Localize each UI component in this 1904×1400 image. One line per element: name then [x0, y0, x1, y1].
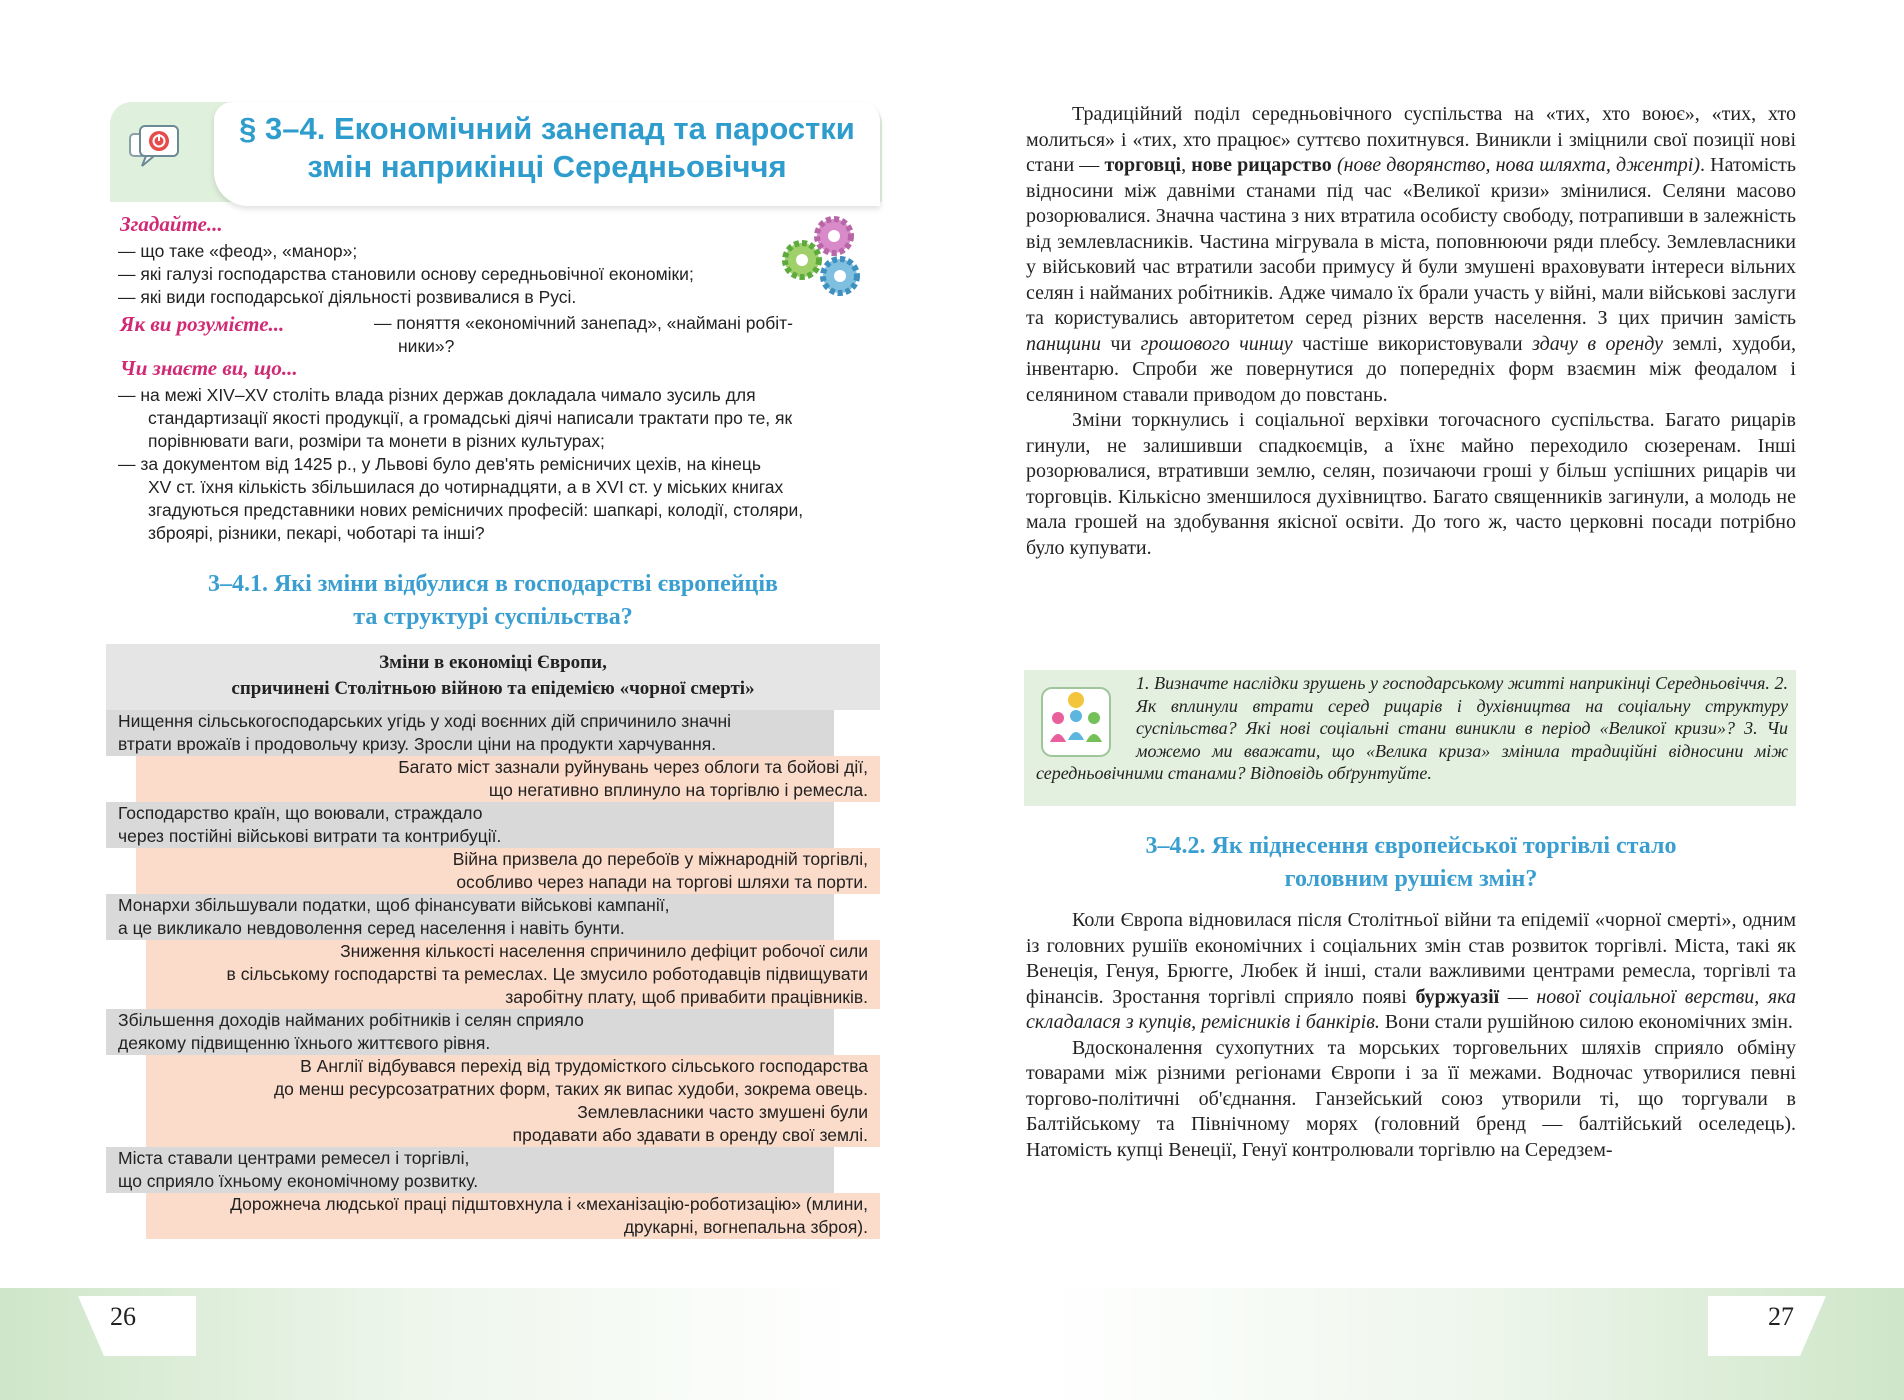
table-row-line: особливо через напади на торгові шляхи та порти.	[456, 872, 868, 892]
task-icon-spacer	[1036, 672, 1136, 742]
know-line: — за документом від 1425 р., у Львові було дев'ять ремісничих цехів, на кінець	[118, 454, 761, 474]
footer-band	[0, 1288, 1904, 1400]
table-row-line: а це викликало невдоволення серед населення і навіть бунти.	[118, 918, 625, 938]
table-row-line: заробітну плату, щоб привабити працівників.	[505, 987, 868, 1007]
text-run: ,	[1181, 154, 1192, 176]
know-heading: Чи знаєте ви, що...	[120, 356, 298, 380]
recall-item: — які види господарської діяльності розвивалися в Русі.	[118, 287, 577, 307]
chapter-title-line2: змін наприкінці Середньовіччя	[307, 149, 787, 184]
table-row-line: Зниження кількості населення спричинило дефіцит робочої сили	[340, 941, 868, 961]
gears-icon	[776, 216, 872, 300]
page-number-right: 27	[1768, 1302, 1794, 1331]
know-line: — на межі XIV–XV століть влада різних держав докладала чимало зусиль для	[118, 385, 756, 405]
understand-line: — поняття «економічний занепад», «наймані робіт-	[374, 313, 793, 333]
table-row	[136, 848, 880, 894]
text-run: Коли Європа відновилася після Столітньої війни та епідемії «чорної смерті», одним із головних рушіїв економічних і соціальних змін став розвиток торгівлі. Міста, такі як Венеція, Генуя, Брюгге, Любек й інші, стали важливими центрами ремесла, торгівлі та фінансів. Зростання торгівлі сприяло появі	[1026, 909, 1796, 1008]
table-row-line: до менш ресурсозатратних форм, таких як випас худоби, зокрема овець.	[273, 1079, 868, 1099]
bold-term: буржуазії	[1415, 985, 1500, 1008]
table-row-line: продавати або здавати в оренду свої землі.	[512, 1125, 868, 1145]
paragraph-3	[1026, 908, 1796, 1036]
table-row	[146, 1055, 880, 1147]
bold-term: нове рицарство	[1191, 154, 1332, 176]
section-heading-line: 3–4.1. Які зміни відбулися в господарстві європейців	[207, 571, 779, 597]
paragraph-4: Вдосконалення сухопутних та морських торговельних шляхів сприяло обміну товарами між різними регіонами Європи і за її межами. Водночас утворилися певні торгово-політичні об'єднання. Ганзейський союз утворили ті, що торгували в Балтійському та Північному морях (головний бренд — балтійський оселедець). Натомість купці Венеції, Генуї контролювали торгівлю на Середзем-	[1026, 1036, 1796, 1161]
table-row-line: що негативно вплинуло на торгівлю і ремесла.	[488, 780, 868, 800]
table-row	[136, 756, 880, 802]
italic-term: грошового чиншу	[1140, 332, 1293, 355]
table-row-line: що сприяло їхньому економічному розвитку.	[118, 1171, 479, 1191]
table-row	[106, 894, 834, 940]
table-row-line: Збільшення доходів найманих робітників і селян сприяло	[118, 1010, 584, 1030]
table-row-line: в сільському господарстві та ремеслах. Це змусило роботодавців підвищувати	[226, 964, 868, 984]
know-line: згадуються представники нових ремісничих професій: шапкарі, колодії, столяри,	[148, 500, 804, 520]
table-row-line: через постійні військові витрати та контрибуції.	[118, 826, 502, 846]
table-row	[106, 1009, 834, 1055]
italic-term: здачу в оренду	[1532, 332, 1664, 355]
chapter-title-line1: § 3–4. Економічний занепад та паростки	[239, 111, 855, 146]
section-heading-line: та структурі суспільства?	[353, 604, 633, 630]
recall-item: — які галузі господарства становили основу середньовічної економіки;	[118, 264, 694, 284]
table-row-line: Війна призвела до перебоїв у міжнародній торгівлі,	[452, 849, 868, 869]
table-row	[106, 802, 834, 848]
task-text	[1036, 672, 1788, 785]
table-row-line: Міста ставали центрами ремесел і торгівлі,	[118, 1148, 470, 1168]
table-heading-line: спричинені Столітньою війною та епідемією «чорної смерті»	[231, 678, 755, 699]
table-row-line: Землевласники часто змушені були	[577, 1102, 868, 1122]
table-row-line: Монархи збільшували податки, щоб фінансувати військові кампанії,	[118, 895, 670, 915]
recall-list	[118, 240, 694, 309]
table-row-line: втрати врожаїв і продовольчу кризу. Зросли ціни на продукти харчування.	[118, 734, 717, 754]
know-line: стандартизації якості продукції, а громадські діячі написали трактати про те, як	[148, 408, 793, 428]
text-run: частіше використовували	[1292, 332, 1533, 355]
know-line: порівнювати ваги, розміри та монети в різних культурах;	[148, 431, 605, 451]
text-run: чи	[1100, 332, 1141, 355]
italic-term: (нове дворянство, нова шляхта, джентрі)	[1336, 154, 1700, 176]
text-run: землі, худоби, інвентарю. Спроби же повернутися до попередніх форм взаємин між феодалом і селянином ставали приводом до повстань.	[1026, 332, 1796, 406]
table-row	[106, 710, 834, 756]
table-row-line: друкарні, вогнепальна зброя).	[623, 1217, 868, 1237]
recall-heading: Згадайте...	[120, 212, 223, 236]
know-list	[118, 384, 803, 545]
text-run: —	[1499, 985, 1537, 1008]
page-number-left: 26	[110, 1302, 136, 1331]
table-row	[146, 1193, 880, 1239]
section-heading-3-4-1	[106, 568, 880, 634]
section-heading-line: головним рушієм змін?	[1284, 866, 1538, 892]
table-row-line: В Англії відбувався перехід від трудомісткого сільського господарства	[300, 1056, 868, 1076]
know-line: зброярі, різники, пекарі, чоботарі та інші?	[148, 523, 485, 543]
text-run: Традиційний поділ середньовічного суспільства на «тих, хто воює», «тих, хто молиться» і «тих, хто працює» суттєво похитнувся. Виникли і зміцнили свої позиції нові стани —	[1026, 103, 1796, 176]
table-heading-line: Зміни в економіці Європи,	[379, 652, 607, 673]
table-row-line: Господарство країн, що воювали, страждало	[118, 803, 483, 823]
chapter-title	[214, 110, 880, 186]
italic-term: нової соціальної верстви, яка складалася з купців, ремісників і банкірів.	[1026, 985, 1796, 1033]
text-run: Вони стали рушійною силою економічних змін.	[1379, 1011, 1793, 1033]
paragraph-1	[1026, 102, 1796, 561]
paragraph-3-4	[1026, 908, 1796, 1163]
table-row-line: Нищення сільськогосподарських угідь у ході воєнних дій спричинило значні	[118, 711, 732, 731]
table-row-line: Багато міст зазнали руйнувань через облоги та бойові дії,	[398, 757, 868, 777]
bold-term: торговці	[1104, 154, 1182, 176]
table-row-line: Дорожнеча людської праці підштовхнула і «механізацію-роботизацію» (млини,	[230, 1194, 868, 1214]
text-run: . Натомість відносини між давніми станами під час «Великої кризи» змінилися. Селяни масово розорювалися. Значна частина з них втратила особисту свободу, потрапивши в залежність від землевласників. Частина мігрувала в міста, поповнюючи ряди плебсу. Землевласники у військовий час втратили засоби примусу й були змушені враховувати інтереси вільних селян і найманих робітників. Адже чимало їх брали участь у війні, мали військові заслуги та користувались авторитетом серед різних верств населення. З цих причин замість	[1026, 154, 1796, 329]
know-line: XV ст. їхня кількість збільшилася до чотирнадцяти, а в XVI ст. у міських книгах	[148, 477, 784, 497]
table-row-line: деякому підвищенню їхнього життєвого рівня.	[118, 1033, 491, 1053]
section-heading-line: 3–4.2. Як піднесення європейської торгівлі стало	[1145, 833, 1677, 859]
table-heading	[106, 644, 880, 710]
recall-item: — що таке «феод», «манор»;	[118, 241, 358, 261]
understand-text	[374, 312, 793, 358]
table-row	[106, 1147, 834, 1193]
chat-bubble-power-icon	[128, 124, 184, 174]
section-heading-3-4-2	[1026, 830, 1796, 896]
table-row	[146, 940, 880, 1009]
understand-line: ники»?	[398, 336, 455, 356]
italic-term: панщини	[1026, 332, 1101, 355]
task-questions: 1. Визначте наслідки зрушень у господарському житті наприкінці Середньовіччя. 2. Як вплинули втрати серед рицарів і духівництва на соціальну структуру суспільства? Які нові соціальні стани виникли в період «Великої кризи»? 3. Чи можемо ми вважати, що «Велика криза» змінила традиційні відносини між середньовічними станами? Відповідь обґрунтуйте.	[1036, 673, 1788, 783]
understand-heading: Як ви розумієте...	[120, 312, 285, 336]
paragraph-2: Зміни торкнулись і соціальної верхівки тогочасного суспільства. Багато рицарів гинули, не залишивши спадкоємців, а їхнє майно переходило сюзеренам. Інші розорювалися, втративши землю, селян, позичаючи гроші у більш успішних рицарів чи торговців. Кількісно зменшилося духівництво. Багато священників загинули, а молодь не мала грошей на здобування якісної освіти. До того ж, часто церковні посади потрібно було купувати.	[1026, 409, 1796, 559]
